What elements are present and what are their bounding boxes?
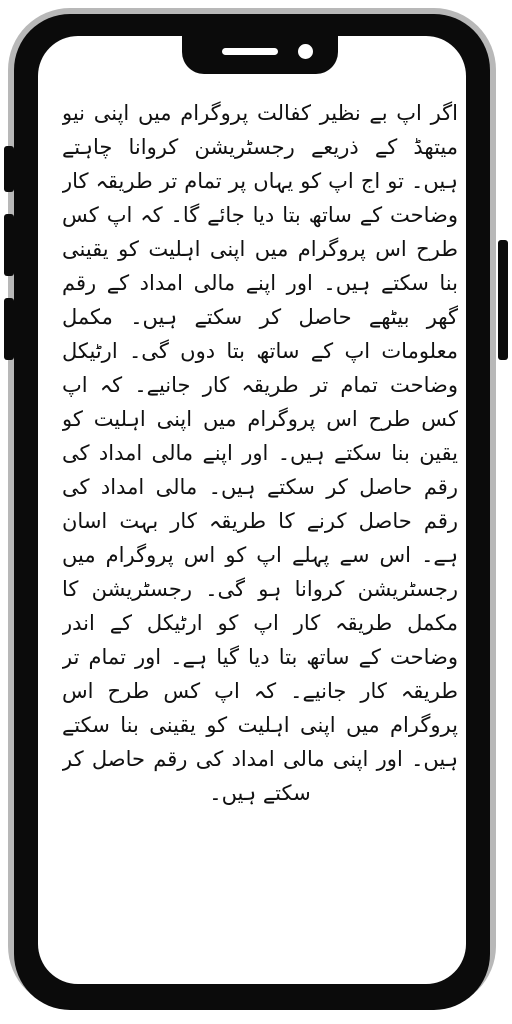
front-camera-icon	[298, 44, 313, 59]
article-body-text: اگر اپ بے نظیر کفالت پروگرام میں اپنی نیو میتھڈ کے ذریعے رجسٹریشن کروانا چاہتے ہیں۔ تو اج اپ کو یہاں پر تمام تر طریقہ کار وضاحت کے ساتھ بتا دیا جائے گا۔ کہ اپ کس طرح اس پروگرام میں اپنی اہلیت کو یقینی بنا سکتے ہیں۔ اور اپنے مالی امداد کے رقم گھر بیٹھے حاصل کر سکتے ہیں۔ مکمل معلومات اپ کے ساتھ بتا دوں گی۔ ارٹیکل وضاحت تمام تر طریقہ کار جانیے۔ کہ اپ کس طرح اس پروگرام میں اپنی اہلیت کو یقین بنا سکتے ہیں۔ اور اپنے مالی امداد کی رقم حاصل کر سکتے ہیں۔ مالی امداد کی رقم حاصل کرنے کا طریقہ کار بہت اسان ہے۔ اس سے پہلے اپ کو اس پروگرام میں رجسٹریشن کروانا ہو گی۔ رجسٹریشن کا مکمل طریقہ کار اپ کو ارٹیکل کے اندر وضاحت کے ساتھ بتا دیا گیا ہے۔ اور تمام تر طریقہ کار جانیے۔ کہ اپ کس طرح اس پروگرام میں اپنی اہلیت کو یقینی بنا سکتے ہیں۔ اور اپنی مالی امداد کی رقم حاصل کر سکتے ہیں۔	[62, 101, 458, 805]
mute-switch	[4, 146, 14, 192]
phone-notch	[182, 36, 338, 74]
volume-down-button	[4, 298, 14, 360]
earpiece-speaker-icon	[222, 48, 278, 55]
power-button	[498, 240, 508, 360]
volume-up-button	[4, 214, 14, 276]
